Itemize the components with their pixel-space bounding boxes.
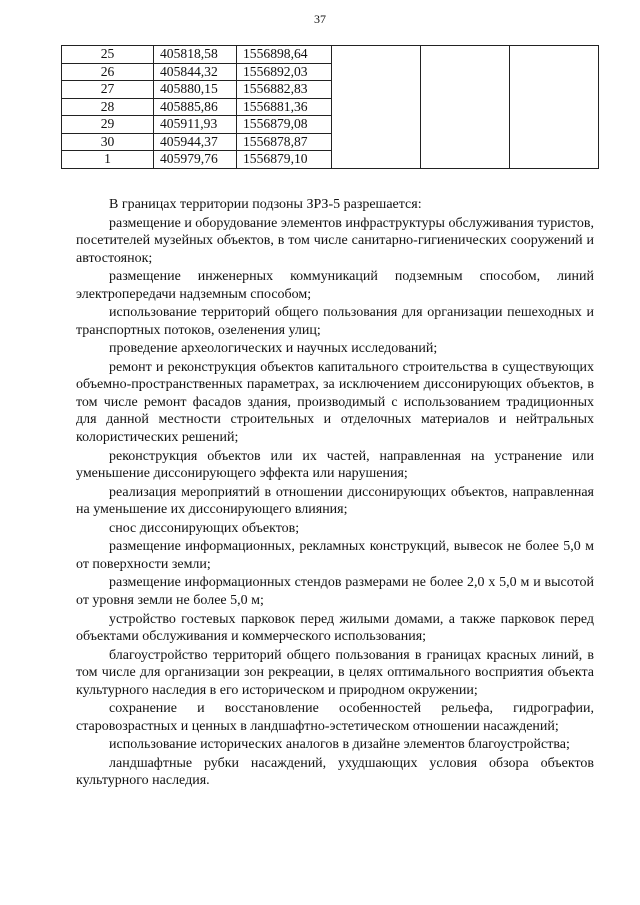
list-item: сохранение и восстановление особенностей рельефа, гидрографии, старовозрастных и ценных в ландшафтно-эстетическом отношении насаждений; <box>76 701 594 734</box>
list-item: реализация мероприятий в отношении диссонирующих объектов, направленная на уменьшение их диссонирующего влияния; <box>76 484 594 518</box>
coord-x: 405880,15 <box>154 81 237 99</box>
coord-x: 405885,86 <box>154 98 237 116</box>
coord-y: 1556898,64 <box>237 46 332 64</box>
section-intro: В границах территории подзоны ЗРЗ-5 разрешается: <box>109 197 422 212</box>
point-number: 28 <box>62 98 154 116</box>
list-item: размещение и оборудование элементов инфраструктуры обслуживания туристов, посетителей музейных объектов, в том числе санитарно-гигиенических сооружений и автостоянок; <box>76 215 594 266</box>
list-item: благоустройство территорий общего пользования в границах красных линий, в том числе для организации зон рекреации, в целях оптимального восприятия объекта культурного наследия в его историческом и природном окружении; <box>76 647 594 698</box>
coordinates-table <box>61 45 599 169</box>
coord-x: 405818,58 <box>154 46 237 64</box>
point-number: 27 <box>62 81 154 99</box>
coord-x: 405944,37 <box>154 133 237 151</box>
coord-y: 1556881,36 <box>237 98 332 116</box>
list-item: проведение археологических и научных исследований; <box>109 341 438 357</box>
empty-cell <box>332 46 421 169</box>
point-number: 29 <box>62 116 154 134</box>
page-number: 37 <box>314 12 326 26</box>
coord-y: 1556882,83 <box>237 81 332 99</box>
list-item: размещение инженерных коммуникаций подземным способом, линий электропередачи надземным способом; <box>76 269 594 302</box>
list-item: использование территорий общего пользования для организации пешеходных и транспортных потоков, озеленения улиц; <box>76 305 594 338</box>
list-item: ремонт и реконструкция объектов капитального строительства в существующих объемно-пространственных параметрах, за исключением диссонирующих объектов, в том числе ремонт фасадов здания, производимый с использованием традиционных для данной местности строительных и отделочных материалов и нейтральных колористических решений; <box>76 359 594 445</box>
coord-x: 405911,93 <box>154 116 237 134</box>
empty-cell <box>510 46 599 169</box>
list-item: снос диссонирующих объектов; <box>109 520 300 536</box>
body-text <box>76 196 594 791</box>
coord-y: 1556878,87 <box>237 133 332 151</box>
table-row <box>62 46 599 64</box>
point-number: 25 <box>62 46 154 64</box>
list-item: размещение информационных стендов размерами не более 2,0 х 5,0 м и высотой от уровня земли не более 5,0 м; <box>76 575 594 608</box>
coord-y: 1556879,10 <box>237 151 332 169</box>
list-item: ландшафтные рубки насаждений, ухудшающих условия обзора объектов культурного наследия. <box>76 755 594 789</box>
list-item: размещение информационных, рекламных конструкций, вывесок не более 5,0 м от поверхности земли; <box>76 539 594 572</box>
coord-y: 1556879,08 <box>237 116 332 134</box>
coord-y: 1556892,03 <box>237 63 332 81</box>
coord-x: 405979,76 <box>154 151 237 169</box>
point-number: 1 <box>62 151 154 169</box>
list-item: реконструкция объектов или их частей, направленная на устранение или уменьшение диссонирующего эффекта или нарушения; <box>76 448 594 482</box>
point-number: 30 <box>62 133 154 151</box>
empty-cell <box>421 46 510 169</box>
coord-x: 405844,32 <box>154 63 237 81</box>
point-number: 26 <box>62 63 154 81</box>
list-item: устройство гостевых парковок перед жилыми домами, а также парковок перед объектами обслуживания и коммерческого использования; <box>76 611 594 645</box>
list-item: использование исторических аналогов в дизайне элементов благоустройства; <box>109 737 570 753</box>
